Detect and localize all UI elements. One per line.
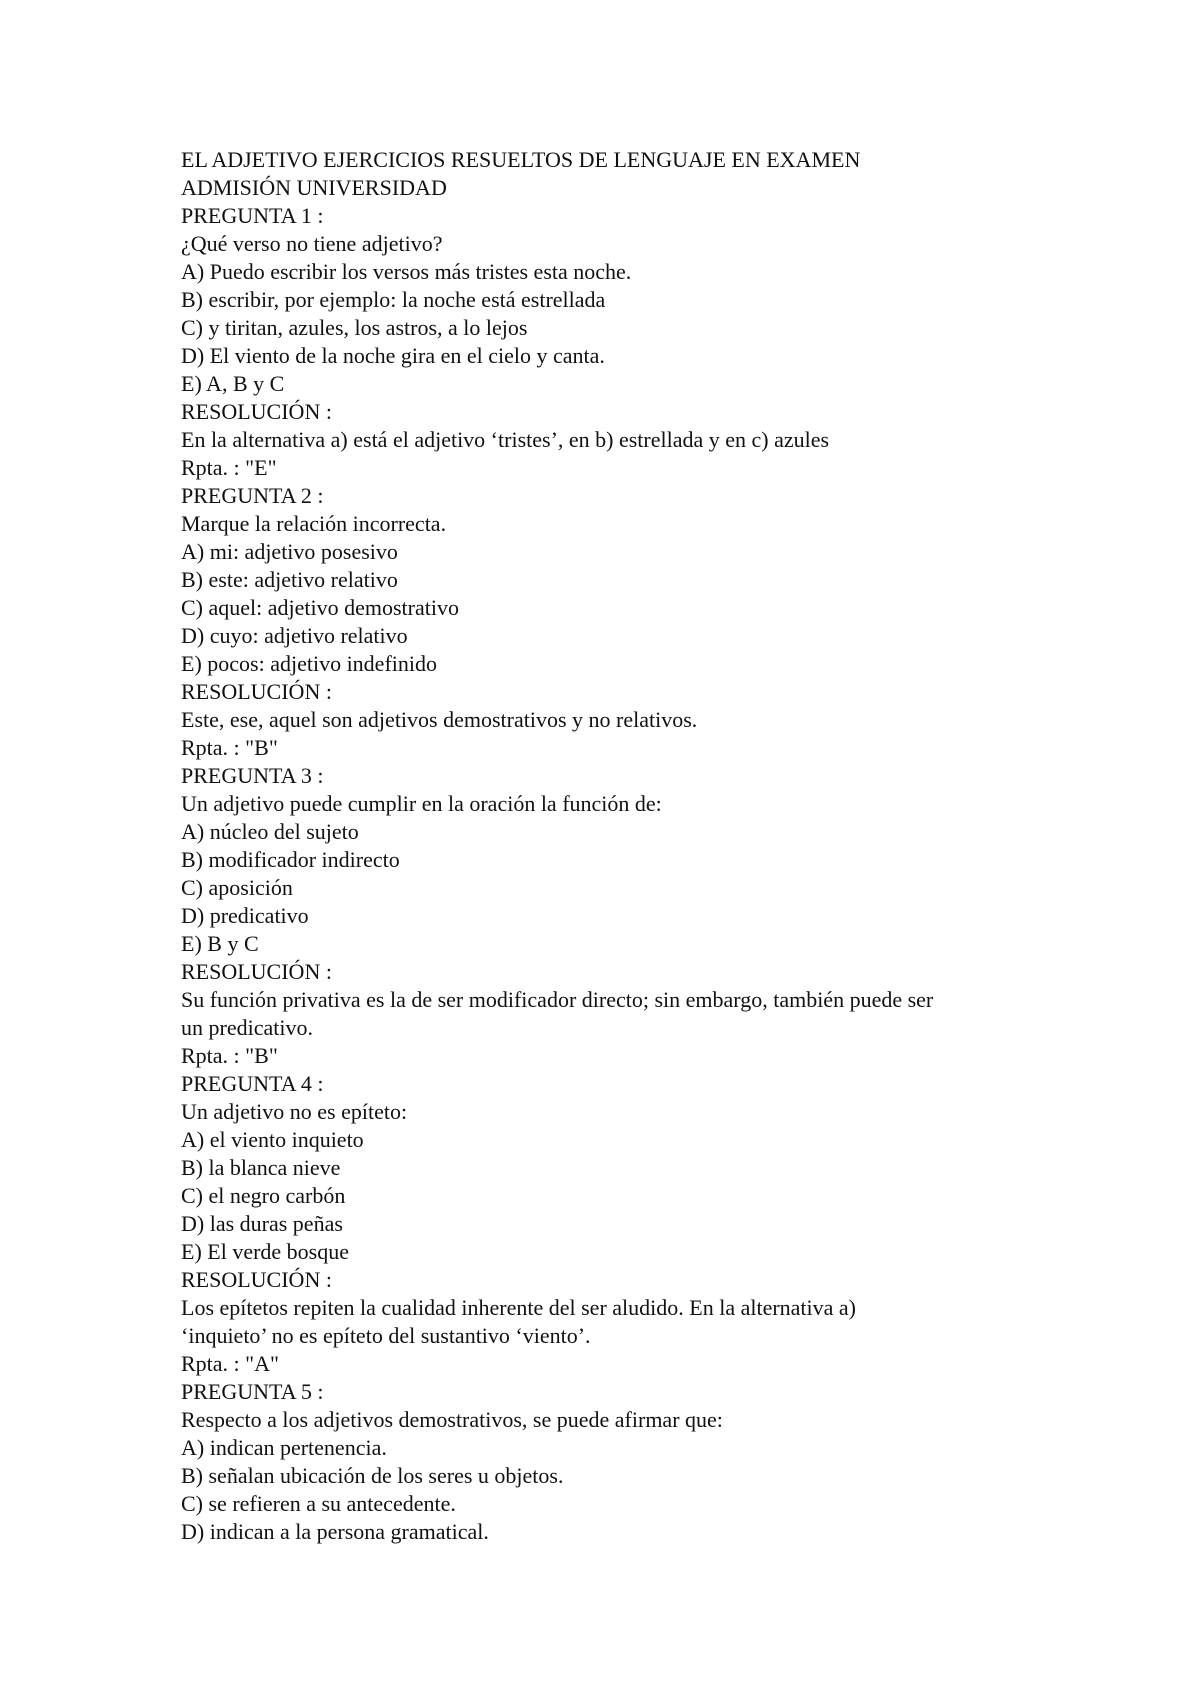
question-3-option-e: E) B y C	[181, 931, 259, 956]
question-3-option-c: C) aposición	[181, 875, 293, 900]
question-1-answer: Rpta. : "E"	[181, 455, 277, 480]
question-1-option-a: A) Puedo escribir los versos más tristes esta noche.	[181, 259, 632, 284]
question-4-resolution-line-1: Los epítetos repiten la cualidad inherente del ser aludido. En la alternativa a)	[181, 1295, 857, 1320]
question-4-prompt: Un adjetivo no es epíteto:	[181, 1099, 408, 1124]
question-3-answer: Rpta. : "B"	[181, 1043, 278, 1068]
question-3-resolution-line-2: un predicativo.	[181, 1015, 313, 1040]
question-1-heading: PREGUNTA 1 :	[181, 203, 324, 228]
question-2-option-d: D) cuyo: adjetivo relativo	[181, 623, 408, 648]
question-2-option-a: A) mi: adjetivo posesivo	[181, 539, 398, 564]
question-4-answer: Rpta. : "A"	[181, 1351, 280, 1376]
question-1-resolution-heading: RESOLUCIÓN :	[181, 399, 332, 424]
question-4-resolution-line-2: ‘inquieto’ no es epíteto del sustantivo ‘viento’.	[181, 1323, 591, 1348]
question-2-option-b: B) este: adjetivo relativo	[181, 567, 398, 592]
question-5-option-b: B) señalan ubicación de los seres u objetos.	[181, 1463, 564, 1488]
question-3-prompt: Un adjetivo puede cumplir en la oración la función de:	[181, 791, 662, 816]
question-2-answer: Rpta. : "B"	[181, 735, 278, 760]
question-4-heading: PREGUNTA 4 :	[181, 1071, 324, 1096]
question-3-resolution-heading: RESOLUCIÓN :	[181, 959, 332, 984]
question-4-option-d: D) las duras peñas	[181, 1211, 343, 1236]
question-2-prompt: Marque la relación incorrecta.	[181, 511, 447, 536]
question-1-option-e: E) A, B y C	[181, 371, 285, 396]
question-3-resolution-line-1: Su función privativa es la de ser modificador directo; sin embargo, también puede ser	[181, 987, 934, 1012]
question-5-option-c: C) se refieren a su antecedente.	[181, 1491, 456, 1516]
question-2-option-c: C) aquel: adjetivo demostrativo	[181, 595, 459, 620]
document-title-line-1: EL ADJETIVO EJERCICIOS RESUELTOS DE LENGUAJE EN EXAMEN	[181, 147, 861, 172]
question-1-resolution-line-1: En la alternativa a) está el adjetivo ‘tristes’, en b) estrellada y en c) azules	[181, 427, 830, 452]
question-5-heading: PREGUNTA 5 :	[181, 1379, 324, 1404]
question-4-option-b: B) la blanca nieve	[181, 1155, 341, 1180]
question-4-option-e: E) El verde bosque	[181, 1239, 349, 1264]
question-1-option-b: B) escribir, por ejemplo: la noche está estrellada	[181, 287, 606, 312]
question-4-option-a: A) el viento inquieto	[181, 1127, 364, 1152]
question-3-heading: PREGUNTA 3 :	[181, 763, 324, 788]
question-5-option-d: D) indican a la persona gramatical.	[181, 1519, 489, 1544]
question-2-resolution-line-1: Este, ese, aquel son adjetivos demostrativos y no relativos.	[181, 707, 698, 732]
question-1-option-c: C) y tiritan, azules, los astros, a lo lejos	[181, 315, 528, 340]
question-3-option-d: D) predicativo	[181, 903, 309, 928]
question-5-option-a: A) indican pertenencia.	[181, 1435, 387, 1460]
question-1-option-d: D) El viento de la noche gira en el cielo y canta.	[181, 343, 605, 368]
question-3-option-b: B) modificador indirecto	[181, 847, 400, 872]
question-4-option-c: C) el negro carbón	[181, 1183, 346, 1208]
question-2-resolution-heading: RESOLUCIÓN :	[181, 679, 332, 704]
question-1-prompt: ¿Qué verso no tiene adjetivo?	[181, 231, 443, 256]
question-2-heading: PREGUNTA 2 :	[181, 483, 324, 508]
question-5-prompt: Respecto a los adjetivos demostrativos, se puede afirmar que:	[181, 1407, 723, 1432]
document-title-line-2: ADMISIÓN UNIVERSIDAD	[181, 175, 447, 200]
question-4-resolution-heading: RESOLUCIÓN :	[181, 1267, 332, 1292]
document-body	[181, 146, 1081, 1546]
question-3-option-a: A) núcleo del sujeto	[181, 819, 359, 844]
question-2-option-e: E) pocos: adjetivo indefinido	[181, 651, 437, 676]
